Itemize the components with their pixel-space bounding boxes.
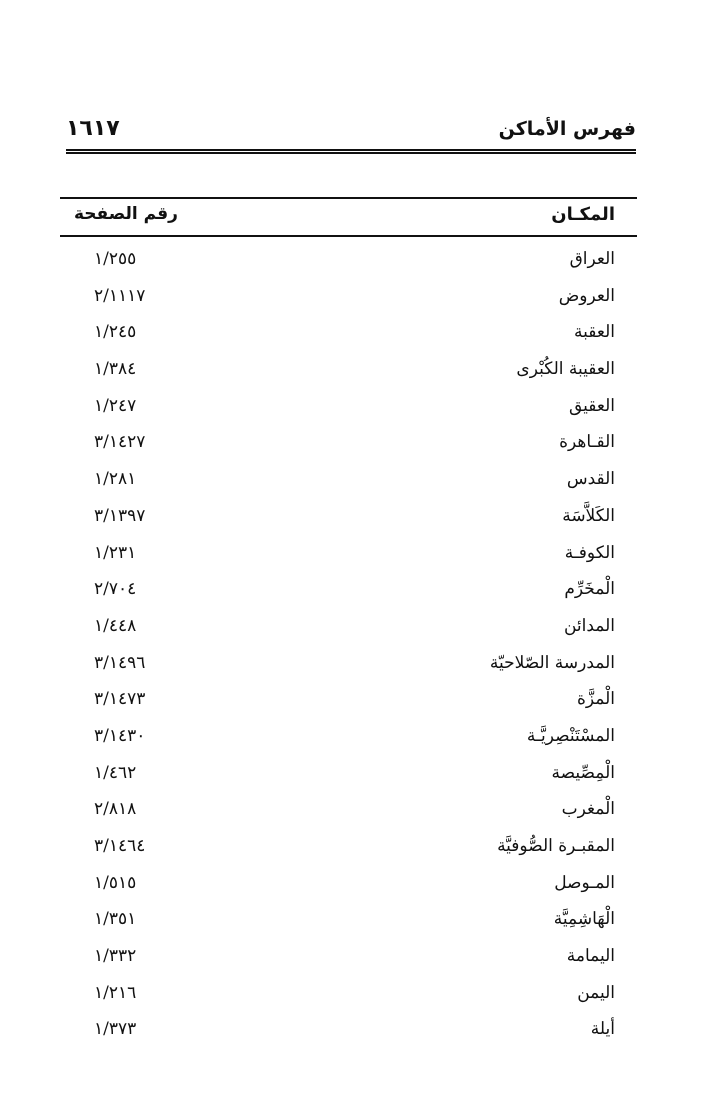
table-row: [60, 243, 637, 280]
page-header: [66, 116, 636, 146]
place-name: اليمن: [577, 982, 615, 1003]
page-reference: ٢/٧٠٤: [94, 579, 137, 600]
table-row: [60, 280, 637, 317]
table-row: [60, 573, 637, 610]
page-reference: ١/٢٨١: [94, 469, 137, 490]
place-name: المسْتَنْصِريَّـة: [526, 725, 615, 746]
place-name: المـوصل: [554, 872, 615, 893]
place-name: العقيبة الكُبْرى: [516, 359, 615, 380]
place-name: العقيق: [568, 395, 615, 416]
table-row: [60, 390, 637, 427]
header-double-rule: [66, 149, 636, 154]
index-title: فهرس الأماكن: [498, 118, 636, 140]
page-reference: ٣/١٤٩٦: [94, 652, 146, 673]
page-reference: ١/٣٧٣: [94, 1019, 137, 1040]
table-row: [60, 500, 637, 537]
place-name: أيلة: [590, 1019, 615, 1040]
table-row: [60, 537, 637, 574]
place-name: القـاهرة: [559, 432, 615, 453]
page-reference: ١/٢١٦: [94, 982, 137, 1003]
place-name: الْمِصِّيصة: [551, 762, 615, 783]
table-row: [60, 610, 637, 647]
table-row: [60, 757, 637, 794]
table-row: [60, 903, 637, 940]
page-reference: ١/٣٣٢: [94, 946, 137, 967]
page-reference: ١/٣٨٤: [94, 359, 137, 380]
page-reference: ١/٤٦٢: [94, 762, 137, 783]
page-reference: ٢/٨١٨: [94, 799, 137, 820]
page-reference: ١/٣٥١: [94, 909, 137, 930]
place-name: القدس: [566, 469, 615, 490]
table-row: [60, 353, 637, 390]
place-name: المقبـرة الصُّوفيَّة: [497, 836, 615, 856]
page-reference: ١/٢٤٧: [94, 395, 137, 416]
page-reference: ١/٢٣١: [94, 542, 137, 563]
place-name: الكَلاَّسَة: [562, 505, 615, 526]
table-header: [60, 197, 637, 237]
page-reference: ١/٥١٥: [94, 872, 137, 893]
places-index-table: [60, 197, 637, 1050]
table-row: [60, 1013, 637, 1050]
page-reference: ٢/١١١٧: [94, 285, 146, 306]
place-name: اليمامة: [566, 946, 615, 967]
table-row: [60, 793, 637, 830]
table-row: [60, 977, 637, 1014]
place-name: الْمخَرِّم: [564, 579, 615, 600]
column-header-place: المكـان: [551, 204, 615, 225]
page-reference: ٣/١٤٦٤: [94, 836, 146, 856]
page-reference: ٣/١٤٧٣: [94, 689, 146, 710]
place-name: المدائن: [563, 615, 615, 636]
page-reference: ٣/١٤٣٠: [94, 725, 146, 746]
table-row: [60, 463, 637, 500]
place-name: العقبة: [574, 322, 615, 343]
table-body: [60, 237, 637, 1050]
page-reference: ١/٤٤٨: [94, 615, 137, 636]
page-number: ١٦١٧: [66, 116, 120, 141]
table-row: [60, 830, 637, 867]
page-reference: ١/٢٥٥: [94, 249, 137, 269]
place-name: الْهَاشِمِيَّة: [553, 909, 615, 930]
table-row: [60, 647, 637, 684]
place-name: الكوفـة: [564, 542, 615, 563]
place-name: المدرسة الصّلاحيّة: [489, 652, 615, 673]
place-name: العروض: [558, 285, 615, 306]
table-row: [60, 867, 637, 904]
column-header-page-number: رقم الصفحة: [74, 204, 178, 224]
table-row: [60, 720, 637, 757]
table-row: [60, 316, 637, 353]
table-row: [60, 426, 637, 463]
place-name: الْمزَّة: [576, 689, 615, 710]
table-row: [60, 940, 637, 977]
page-reference: ٣/١٣٩٧: [94, 505, 146, 526]
page-reference: ٣/١٤٢٧: [94, 432, 146, 453]
table-row: [60, 683, 637, 720]
page-reference: ١/٢٤٥: [94, 322, 137, 343]
place-name: العراق: [569, 249, 615, 269]
place-name: الْمغرب: [561, 799, 615, 820]
